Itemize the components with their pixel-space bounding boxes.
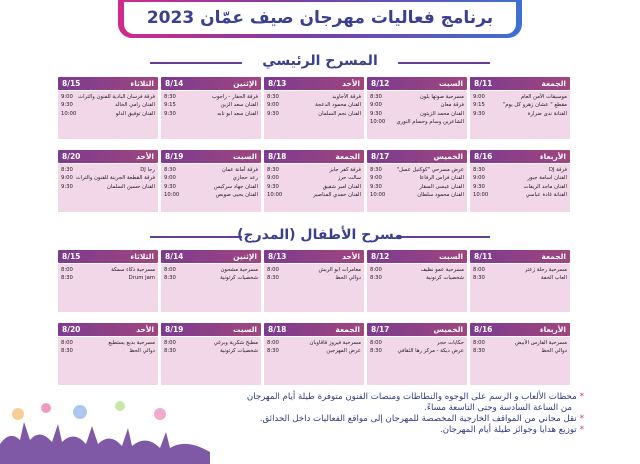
day-card (58, 323, 158, 385)
act-time: 9:00 (473, 94, 485, 100)
schedule-row (267, 101, 361, 109)
act-time: 8:30 (267, 275, 279, 282)
day-card (367, 250, 467, 312)
day-card-body (470, 337, 570, 385)
page-title: برنامج فعاليات مهرجان صيف عمّان 2023 (146, 8, 494, 28)
day-card-header (470, 250, 570, 263)
act-name: مسرحية الفارس الأبيض (514, 340, 567, 346)
day-date: 8/11 (474, 79, 493, 88)
day-card-header (58, 77, 158, 90)
day-date: 8/14 (165, 79, 184, 88)
day-card (264, 77, 364, 139)
day-card-body (161, 337, 261, 385)
day-date: 8/18 (268, 325, 287, 334)
act-name: دوالي الحظ (541, 348, 567, 355)
day-name: الإثنين (233, 79, 257, 88)
act-name: الفنان اسامة جبور (527, 175, 567, 182)
act-name: الشاعرين وسام وحسام النوري (396, 119, 464, 126)
day-name: الجمعة (541, 252, 566, 261)
act-name: فرقة أمانة عمان (221, 167, 258, 173)
schedule-row (61, 274, 155, 282)
day-card-header (264, 150, 364, 163)
note-1: *محطات الألعاب و الرسم على الوجوه والنطاطات ومنصات الفنون متوفرة طيلة أيام المهرجان (246, 392, 584, 402)
act-name: شخصيات كرتونية (220, 275, 258, 282)
day-card (470, 77, 570, 139)
act-name: فرقة DJ (548, 167, 567, 173)
day-card-header (161, 323, 261, 336)
act-name: مقطع " عشان زهرو كل يوم" (502, 102, 567, 109)
act-time: 10:00 (164, 192, 180, 199)
act-time: 8:30 (267, 167, 279, 173)
schedule-row (370, 118, 464, 126)
day-card-body (161, 264, 261, 312)
day-date: 8/14 (165, 252, 184, 261)
schedule-row (164, 339, 258, 347)
act-time: 9:00 (61, 94, 73, 100)
act-time: 8:00 (164, 340, 176, 346)
day-card-header (161, 77, 261, 90)
act-name: دوالي الحظ (129, 348, 155, 355)
act-name: فرقة معان (440, 102, 464, 109)
act-name: مطبخ شكرية وبرغي (213, 340, 258, 346)
day-card (264, 150, 364, 212)
act-time: 9:30 (61, 102, 73, 109)
act-name: فرقة فرسان البادية للفنون والتراث (78, 94, 155, 100)
schedule-row (267, 174, 361, 182)
schedule-row (164, 266, 258, 274)
day-card (161, 77, 261, 139)
schedule-row (370, 339, 464, 347)
day-card-header (264, 77, 364, 90)
day-date: 8/18 (268, 152, 287, 161)
schedule-row (370, 174, 464, 182)
schedule-row (370, 191, 464, 199)
act-time: 9:30 (473, 183, 485, 190)
act-time: 9:15 (473, 102, 485, 109)
day-card-header (470, 323, 570, 336)
day-name: الأربعاء (539, 152, 566, 161)
day-card-body (264, 264, 364, 312)
act-name: الفنان توفيق الدلو (115, 110, 155, 117)
schedule-row (473, 174, 567, 182)
day-card-header (470, 77, 570, 90)
schedule-row (473, 274, 567, 282)
act-name: الفنان سعد الزين (220, 102, 258, 109)
schedule-row (164, 101, 258, 109)
act-name: الفنان رامي الخالد (114, 102, 155, 109)
schedule-row (473, 347, 567, 355)
day-date: 8/11 (474, 252, 493, 261)
schedule-row (473, 93, 567, 101)
act-time: 8:30 (473, 167, 485, 173)
title-banner-inner (124, 2, 516, 34)
schedule-row (370, 110, 464, 118)
act-name: فرقة كفر جايز (329, 167, 361, 173)
day-card-header (161, 250, 261, 263)
day-name: الثلاثاء (130, 252, 154, 261)
day-name: الإثنين (233, 252, 257, 261)
day-card-header (367, 150, 467, 163)
act-time: 8:30 (164, 167, 176, 173)
title-banner (118, 0, 522, 38)
act-time: 8:30 (370, 348, 382, 355)
act-time: 9:00 (267, 102, 279, 109)
day-card-body (58, 264, 158, 312)
day-card (367, 150, 467, 212)
act-time: 8:00 (473, 340, 485, 346)
act-name: فرقة الأجاويد (332, 94, 361, 100)
schedule-row (164, 191, 258, 199)
schedule-row (473, 101, 567, 109)
day-date: 8/15 (62, 252, 81, 261)
schedule-row (164, 110, 258, 118)
act-time: 10:00 (370, 192, 386, 199)
note-2: *نقل مجاني من المواقف الخارجية المخصصة للمهرجان إلى مواقع الفعاليات داخل الحدائق. (259, 414, 584, 424)
act-time: 8:30 (61, 275, 73, 282)
act-time: 8:30 (164, 348, 176, 355)
schedule-row (61, 266, 155, 274)
act-time: 8:30 (61, 348, 73, 355)
act-time: 8:00 (61, 340, 73, 346)
day-name: الجمعة (541, 79, 566, 88)
schedule-row (473, 183, 567, 191)
day-card (470, 150, 570, 212)
schedule-row (473, 339, 567, 347)
act-time: 9:30 (267, 110, 279, 117)
day-card-body (367, 264, 467, 312)
day-card-header (367, 77, 467, 90)
day-date: 8/17 (371, 325, 390, 334)
day-card (264, 250, 364, 312)
day-card (161, 323, 261, 385)
act-time: 9:00 (61, 175, 73, 182)
day-name: الجمعة (335, 152, 360, 161)
act-name: الفنان محمود الدعجة (315, 102, 361, 109)
day-card-header (470, 150, 570, 163)
notes (114, 392, 584, 436)
schedule-row (370, 166, 464, 174)
act-time: 8:00 (267, 267, 279, 273)
act-time: 8:30 (473, 348, 485, 355)
day-name: الأحد (136, 325, 154, 334)
act-time: 9:30 (370, 183, 382, 190)
day-card (58, 150, 158, 212)
schedule-row (61, 183, 155, 191)
act-name: شخصيات كرتونية (426, 275, 464, 282)
day-name: الأربعاء (539, 325, 566, 334)
day-card-body (58, 337, 158, 385)
schedule-row (267, 166, 361, 174)
day-card-body (161, 164, 261, 212)
day-card-body (264, 337, 364, 385)
day-name: الثلاثاء (130, 79, 154, 88)
day-card (470, 323, 570, 385)
day-name: السبت (232, 152, 257, 161)
act-name: الفنان يحيى صويص (215, 192, 258, 199)
day-card-body (470, 164, 570, 212)
act-name: الفنانة ندى ضرارة (527, 110, 567, 117)
day-card (58, 250, 158, 312)
schedule-row (473, 266, 567, 274)
main-stage-title: المسرح الرئيسي (262, 53, 378, 69)
schedule-row (164, 183, 258, 191)
schedule-row (370, 274, 464, 282)
act-time: 8:00 (370, 267, 382, 273)
day-date: 8/19 (165, 325, 184, 334)
act-time: 8:00 (267, 340, 279, 346)
act-time: 9:30 (164, 183, 176, 190)
act-name: Drum jam (128, 275, 155, 282)
day-name: السبت (438, 79, 463, 88)
act-name: فرقة القطعة الجرينة للفنون والتراث (75, 175, 155, 182)
schedule-row (267, 347, 361, 355)
act-name: عرض المهرجين (326, 348, 361, 355)
act-name: الفنان محمود سلطان (417, 192, 464, 199)
schedule-row (473, 166, 567, 174)
act-time: 8:30 (267, 94, 279, 100)
act-name: عرض ديكة - مركز رها الثقافي (397, 348, 464, 355)
schedule-row (370, 183, 464, 191)
day-date: 8/13 (268, 79, 287, 88)
act-name: مسرحية بديع يستطيع (108, 340, 155, 346)
day-card-body (264, 91, 364, 139)
day-card-body (367, 91, 467, 139)
act-time: 9:30 (473, 110, 485, 117)
day-card (264, 323, 364, 385)
schedule-row (61, 93, 155, 101)
act-name: العاب الخفة (541, 275, 567, 282)
schedule-row (473, 191, 567, 199)
act-name: الفنان محمد الزيتون (419, 110, 464, 117)
act-name: شخصيات كرتونية (220, 348, 258, 355)
act-time: 9:00 (473, 175, 485, 182)
schedule-row (473, 110, 567, 118)
day-card-header (367, 323, 467, 336)
day-card (367, 77, 467, 139)
act-name: موسيقات الأمن العام (520, 94, 567, 100)
act-name: الفنان حمدي المناصير (313, 192, 361, 199)
schedule-row (370, 266, 464, 274)
act-time: 10:00 (473, 192, 489, 199)
day-name: الأحد (136, 152, 154, 161)
day-date: 8/13 (268, 252, 287, 261)
schedule-row (370, 347, 464, 355)
day-name: الأحد (342, 252, 360, 261)
day-card (161, 250, 261, 312)
act-time: 10:00 (61, 110, 77, 117)
schedule-row (164, 166, 258, 174)
main-stage-grid (60, 77, 570, 215)
act-name: فرقة الحفار - راجوب (211, 94, 258, 100)
act-time: 9:30 (267, 183, 279, 190)
act-name: مغامرات ابو الريش (318, 267, 361, 273)
day-card-header (161, 150, 261, 163)
day-date: 8/20 (62, 325, 81, 334)
act-name: حكايات حجر (436, 340, 464, 346)
schedule-row (164, 174, 258, 182)
day-card-body (470, 91, 570, 139)
act-time: 8:00 (473, 267, 485, 273)
act-time: 8:00 (61, 267, 73, 273)
schedule-row (61, 174, 155, 182)
act-name: مسرحية عمو نظيف (420, 267, 464, 273)
day-date: 8/16 (474, 325, 493, 334)
act-name: عرض مسرحي "كوكتيل عسل" (396, 167, 464, 173)
day-card-header (264, 323, 364, 336)
day-name: الجمعة (335, 325, 360, 334)
act-time: 8:00 (370, 340, 382, 346)
schedule-row (370, 93, 464, 101)
day-card (58, 77, 158, 139)
act-name: الفنان عيسى السقار (419, 183, 464, 190)
act-name: الفنان سعد ابو نابه (217, 110, 258, 117)
act-name: رجا DJ (140, 167, 155, 173)
schedule-row (61, 166, 155, 174)
act-time: 9:30 (61, 183, 73, 190)
schedule-row (61, 347, 155, 355)
act-name: مسرحية رحلة زعتر (524, 267, 567, 273)
act-time: 9:00 (267, 175, 279, 182)
schedule-row (61, 101, 155, 109)
act-time: 8:30 (61, 167, 73, 173)
act-name: مسرحية ذكاء سمكة (111, 267, 155, 273)
act-time: 8:00 (164, 267, 176, 273)
day-card-header (58, 323, 158, 336)
day-card-header (264, 250, 364, 263)
day-date: 8/16 (474, 152, 493, 161)
schedule-row (267, 266, 361, 274)
act-time: 8:30 (370, 94, 382, 100)
note-1b: من الساعة السادسة وحتى التاسعة مساءً. (424, 403, 572, 413)
day-name: الأحد (342, 79, 360, 88)
day-name: الخميس (433, 152, 463, 161)
act-name: الفنان نجم السلمان (318, 110, 361, 117)
act-time: 9:00 (370, 102, 382, 109)
day-date: 8/20 (62, 152, 81, 161)
schedule-row (61, 110, 155, 118)
day-card-body (58, 91, 158, 139)
act-time: 8:30 (164, 94, 176, 100)
act-name: دوالي الحظ (335, 275, 361, 282)
act-time: 8:30 (370, 275, 382, 282)
act-name: مسرحية صوتها بلون (419, 94, 464, 100)
day-name: الخميس (433, 325, 463, 334)
act-time: 9:00 (164, 175, 176, 182)
schedule-row (164, 274, 258, 282)
day-date: 8/15 (62, 79, 81, 88)
act-time: 8:30 (267, 348, 279, 355)
day-card-body (58, 164, 158, 212)
act-time: 10:00 (370, 119, 386, 126)
act-name: مسرحية مشحون (220, 267, 258, 273)
day-name: السبت (232, 325, 257, 334)
act-time: 8:30 (370, 167, 382, 173)
schedule-row (267, 339, 361, 347)
act-name: الفنان جهاد سركيس (213, 183, 258, 190)
act-time: 9:00 (370, 175, 382, 182)
day-date: 8/12 (371, 79, 390, 88)
day-card-header (367, 250, 467, 263)
day-card-header (58, 250, 158, 263)
schedule-row (267, 183, 361, 191)
act-name: الفنان حسين السلمان (107, 183, 155, 190)
act-time: 9:30 (370, 110, 382, 117)
kids-stage-title: مسرح الأطفال (المدرج) (237, 227, 403, 243)
act-name: مسرحية فيروز قاقاوبان (309, 340, 361, 346)
act-name: الفنانة غادة عباسي (525, 192, 567, 199)
day-card (161, 150, 261, 212)
act-time: 8:30 (473, 275, 485, 282)
day-card (470, 250, 570, 312)
schedule-row (267, 110, 361, 118)
schedule-row (164, 347, 258, 355)
day-card-body (367, 337, 467, 385)
act-name: الفنان امير شفيق (322, 183, 361, 190)
act-time: 9:15 (164, 102, 176, 109)
kids-stage-grid (60, 250, 570, 388)
day-date: 8/17 (371, 152, 390, 161)
day-card-body (470, 264, 570, 312)
act-time: 8:30 (164, 275, 176, 282)
note-3: *توزيع هدايا وجوائز طيلة أيام المهرجان. (439, 425, 584, 435)
day-date: 8/12 (371, 252, 390, 261)
schedule-row (370, 101, 464, 109)
act-time: 9:30 (164, 110, 176, 117)
schedule-row (164, 93, 258, 101)
day-date: 8/19 (165, 152, 184, 161)
day-name: السبت (438, 252, 463, 261)
act-name: الفنان فراس الرفاعا (419, 175, 464, 182)
day-card-header (58, 150, 158, 163)
act-name: الفنان ماجد الريفات (523, 183, 567, 190)
schedule-row (267, 93, 361, 101)
act-name: سالت حرز (337, 175, 361, 182)
act-name: رعد حجازي (232, 175, 258, 182)
schedule-row (267, 191, 361, 199)
day-card (367, 323, 467, 385)
schedule-row (61, 339, 155, 347)
act-time: 10:00 (267, 192, 283, 199)
schedule-row (267, 274, 361, 282)
day-card-body (161, 91, 261, 139)
day-card-body (264, 164, 364, 212)
day-card-body (367, 164, 467, 212)
